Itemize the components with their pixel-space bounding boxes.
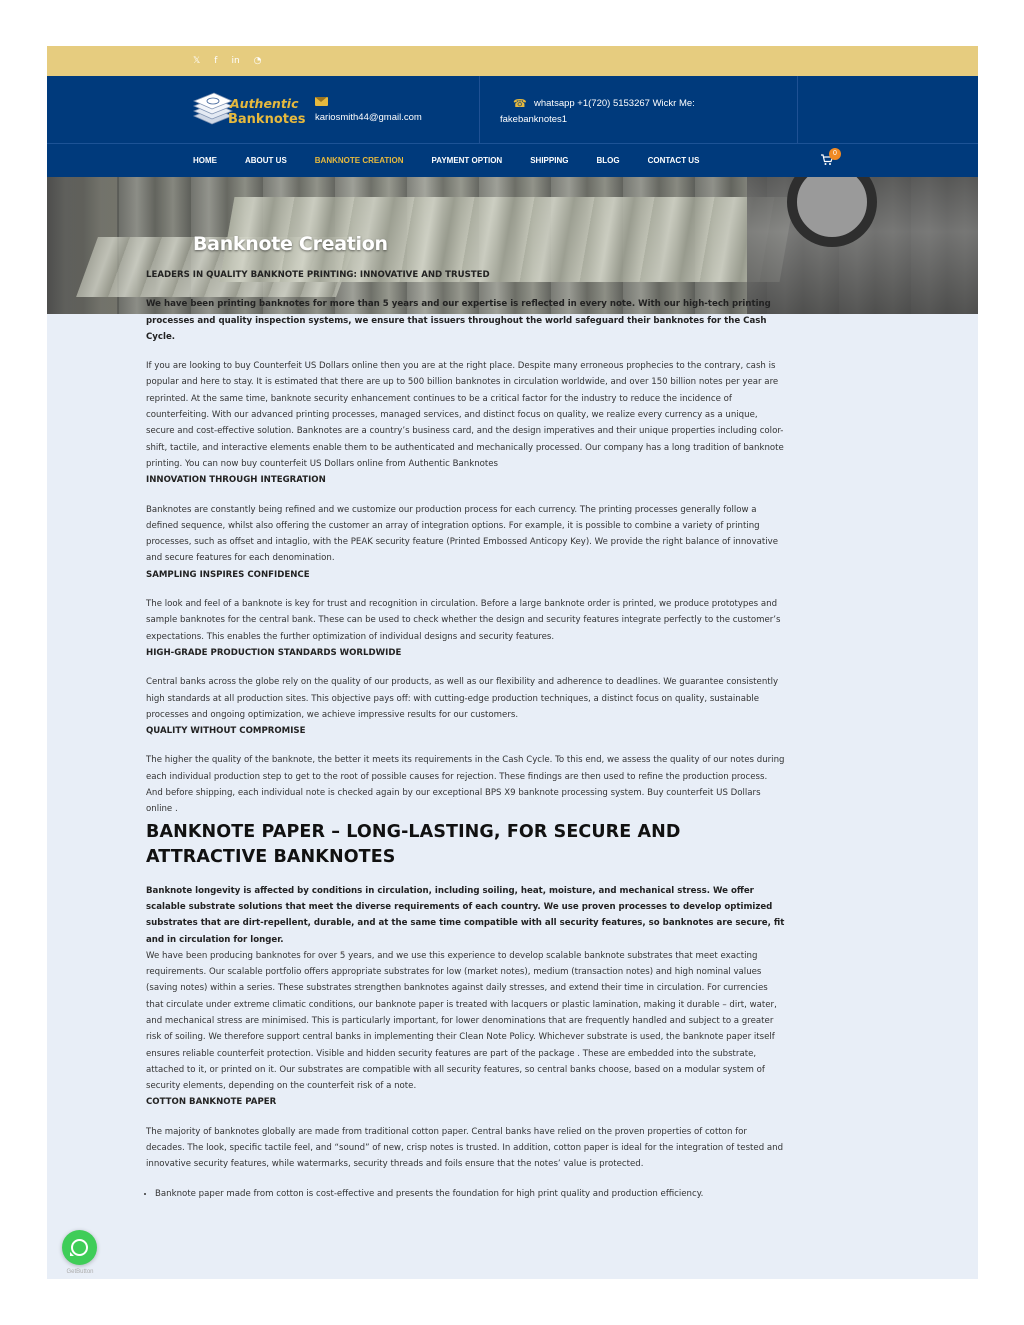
cart-count-badge: 0 bbox=[829, 148, 841, 160]
getbutton-label[interactable]: GetButton bbox=[66, 1269, 94, 1275]
section-heading-cotton: COTTON BANKNOTE PAPER bbox=[146, 1097, 277, 1108]
phone-icon: ☎ bbox=[513, 97, 527, 110]
paragraph-standards: Central banks across the globe rely on the quality of our products, as well as our flexibility and adherence to deadlines. We guarantee consistently high standards at all production sites. This objective pays off: with cutting-edge production techniques, a distinct focus on quality, sustainable processes and ongoing optimization, we achieve impressive results for our customers. bbox=[146, 677, 779, 720]
section-heading-sampling: SAMPLING INSPIRES CONFIDENCE bbox=[146, 569, 310, 580]
paragraph-sampling: The look and feel of a banknote is key for trust and recognition in circulation. Before a large banknote order is printed, we produce prototypes and sample banknotes for the central bank. These can be used to check whether the design and security features integrate perfectly to the customer’s expectations. This enables the further optimization of individual designs and security features. bbox=[146, 599, 781, 642]
paragraph-cotton: The majority of banknotes globally are made from traditional cotton paper. Central banks have relied on the proven properties of cotton for decades. The look, specific tactile feel, and “sound” of new, crisp notes is trusted. In addition, cotton paper is ideal for the integration of tested and innovative security features, while watermarks, security threads and foils ensure that the notes’ value is protected. bbox=[146, 1126, 784, 1170]
logo-text-authentic: Authentic bbox=[230, 96, 299, 111]
cotton-benefits-list bbox=[155, 1186, 786, 1202]
lead-paragraph-printing: We have been printing banknotes for more than 5 years and our expertise is reflected in every note. With our high-tech printing processes and quality inspection systems, we ensure that issuers throughout the world safeguard their banknotes for the Cash Cycle. bbox=[146, 299, 771, 342]
header-divider bbox=[479, 76, 480, 144]
nav-contact-us[interactable]: CONTACT US bbox=[647, 156, 700, 165]
paragraph-intro: If you are looking to buy Counterfeit US Dollars online then you are at the right place. Despite many erroneous prophecies to the contrary, cash is popular and here to stay. It is estimated that there are up to 500 billion banknotes in circulation worldwide, and over 150 billion notes per year are reprinted. At the same time, banknote security enhancement continues to be a critical factor for the industry to reduce the incidence of counterfeiting. With our advanced printing processes, managed services, and distinct focus on quality, we realize every currency as a unique, secure and cost-effective solution. Banknotes are a country’s business card, and the design imperatives and their unique properties including color-shift, tactile, and interactive elements enable them to be authenticated and mechanically processed. Our company has a long tradition of banknote printing. You can now buy counterfeit US Dollars online from Authentic Banknotes bbox=[146, 361, 784, 469]
nav-menu bbox=[193, 156, 727, 165]
logo-text-banknotes: Banknotes bbox=[228, 112, 306, 127]
nav-about-us[interactable]: ABOUT US bbox=[245, 156, 287, 165]
main-nav bbox=[47, 144, 978, 177]
lead-paragraph-longevity: Banknote longevity is affected by conditions in circulation, including soiling, heat, moisture, and mechanical stress. We offer scalable substrate solutions that meet the diverse requirements of each country. We use proven processes to develop optimized substrates that are dirt-repellent, durable, and at the same time compatible with all security features, so banknotes are secure, fit and in circulation for longer. bbox=[146, 885, 785, 945]
facebook-icon[interactable]: f bbox=[214, 56, 218, 66]
nav-shipping[interactable]: SHIPPING bbox=[530, 156, 569, 165]
whatsapp-chat-button[interactable] bbox=[62, 1230, 97, 1265]
rss-icon[interactable]: ◔ bbox=[253, 56, 262, 66]
paragraph-quality: The higher the quality of the banknote, the better it meets its requirements in the Cash Cycle. To this end, we assess the quality of our notes during each individual production step to get to the root of possible causes for rejection. These findings are then used to refine the production process. And before shipping, each individual note is checked again by our exceptional BPS X9 banknote processing system. Buy counterfeit US Dollars online . bbox=[146, 755, 785, 815]
article-content bbox=[146, 267, 786, 1202]
contact-whatsapp[interactable]: whatsapp +1(720) 5153267 Wickr Me: fakebanknotes1 bbox=[500, 98, 695, 125]
section-heading-leaders: LEADERS IN QUALITY BANKNOTE PRINTING: INNOVATIVE AND TRUSTED bbox=[146, 270, 490, 280]
section-heading-quality: QUALITY WITHOUT COMPROMISE bbox=[146, 726, 306, 737]
contact-email[interactable]: kariosmith44@gmail.com bbox=[315, 112, 422, 123]
paragraph-substrates: We have been producing banknotes for over 5 years, and we use this experience to develop scalable banknote substrates that meet exacting requirements. Our scalable portfolio offers appropriate substrates for low (market notes), medium (transaction notes) and high nominal values (saving notes) within a series. These substrates strengthen banknotes against daily stresses, and extend their time in circulation. For currencies that circulate under extreme climatic conditions, our banknote paper is treated with lacquers or plastic lamination, making it durable – dirt, water, and mechanical stress are minimised. This is particularly important, for lower denominations that are frequently handled and subject to a greater risk of soiling. We therefore support central banks in implementing their Clean Note Policy. Whichever substrate is used, the banknote paper itself ensures reliable counterfeit protection. Visible and hidden security features are part of the package . These are embedded into the substrate, attached to it, or printed on it. Our substrates are compatible with all security features, so central banks choose, based on a modular system of security elements, depending on the counterfeit risk of a note. bbox=[146, 950, 777, 1092]
header-divider-right bbox=[797, 76, 798, 144]
site-logo[interactable] bbox=[192, 90, 316, 130]
nav-blog[interactable]: BLOG bbox=[596, 156, 620, 165]
nav-banknote-creation[interactable]: BANKNOTE CREATION bbox=[314, 156, 404, 165]
twitter-icon[interactable]: 𝕏 bbox=[193, 56, 201, 66]
paragraph-innovation: Banknotes are constantly being refined and we customize our production process for each currency. The printing processes generally follow a defined sequence, whilst also offering the customer an array of integration options. For example, it is possible to combine a variety of printing processes, such as offset and intaglio, with the PEAK security feature (Printed Embossed Anticopy Key). We provide the right balance of innovative and secure features for each denomination. bbox=[146, 504, 779, 564]
social-links bbox=[193, 55, 262, 67]
envelope-icon bbox=[315, 97, 328, 106]
page-title: Banknote Creation bbox=[193, 233, 388, 255]
section-title-banknote-paper: BANKNOTE PAPER – LONG-LASTING, FOR SECURE AND ATTRACTIVE BANKNOTES bbox=[146, 821, 681, 867]
nav-payment-option[interactable]: PAYMENT OPTION bbox=[431, 156, 503, 165]
section-heading-standards: HIGH-GRADE PRODUCTION STANDARDS WORLDWIDE bbox=[146, 647, 402, 658]
linkedin-icon[interactable]: in bbox=[231, 56, 240, 66]
nav-home[interactable]: HOME bbox=[193, 156, 217, 165]
banknote-stack-icon bbox=[194, 93, 232, 124]
social-bar bbox=[47, 46, 978, 76]
list-item: • Banknote paper made from cotton is cost-effective and presents the foundation for high print quality and production efficiency. bbox=[155, 1186, 786, 1202]
section-heading-innovation: INNOVATION THROUGH INTEGRATION bbox=[146, 475, 326, 486]
site-header bbox=[47, 76, 978, 144]
